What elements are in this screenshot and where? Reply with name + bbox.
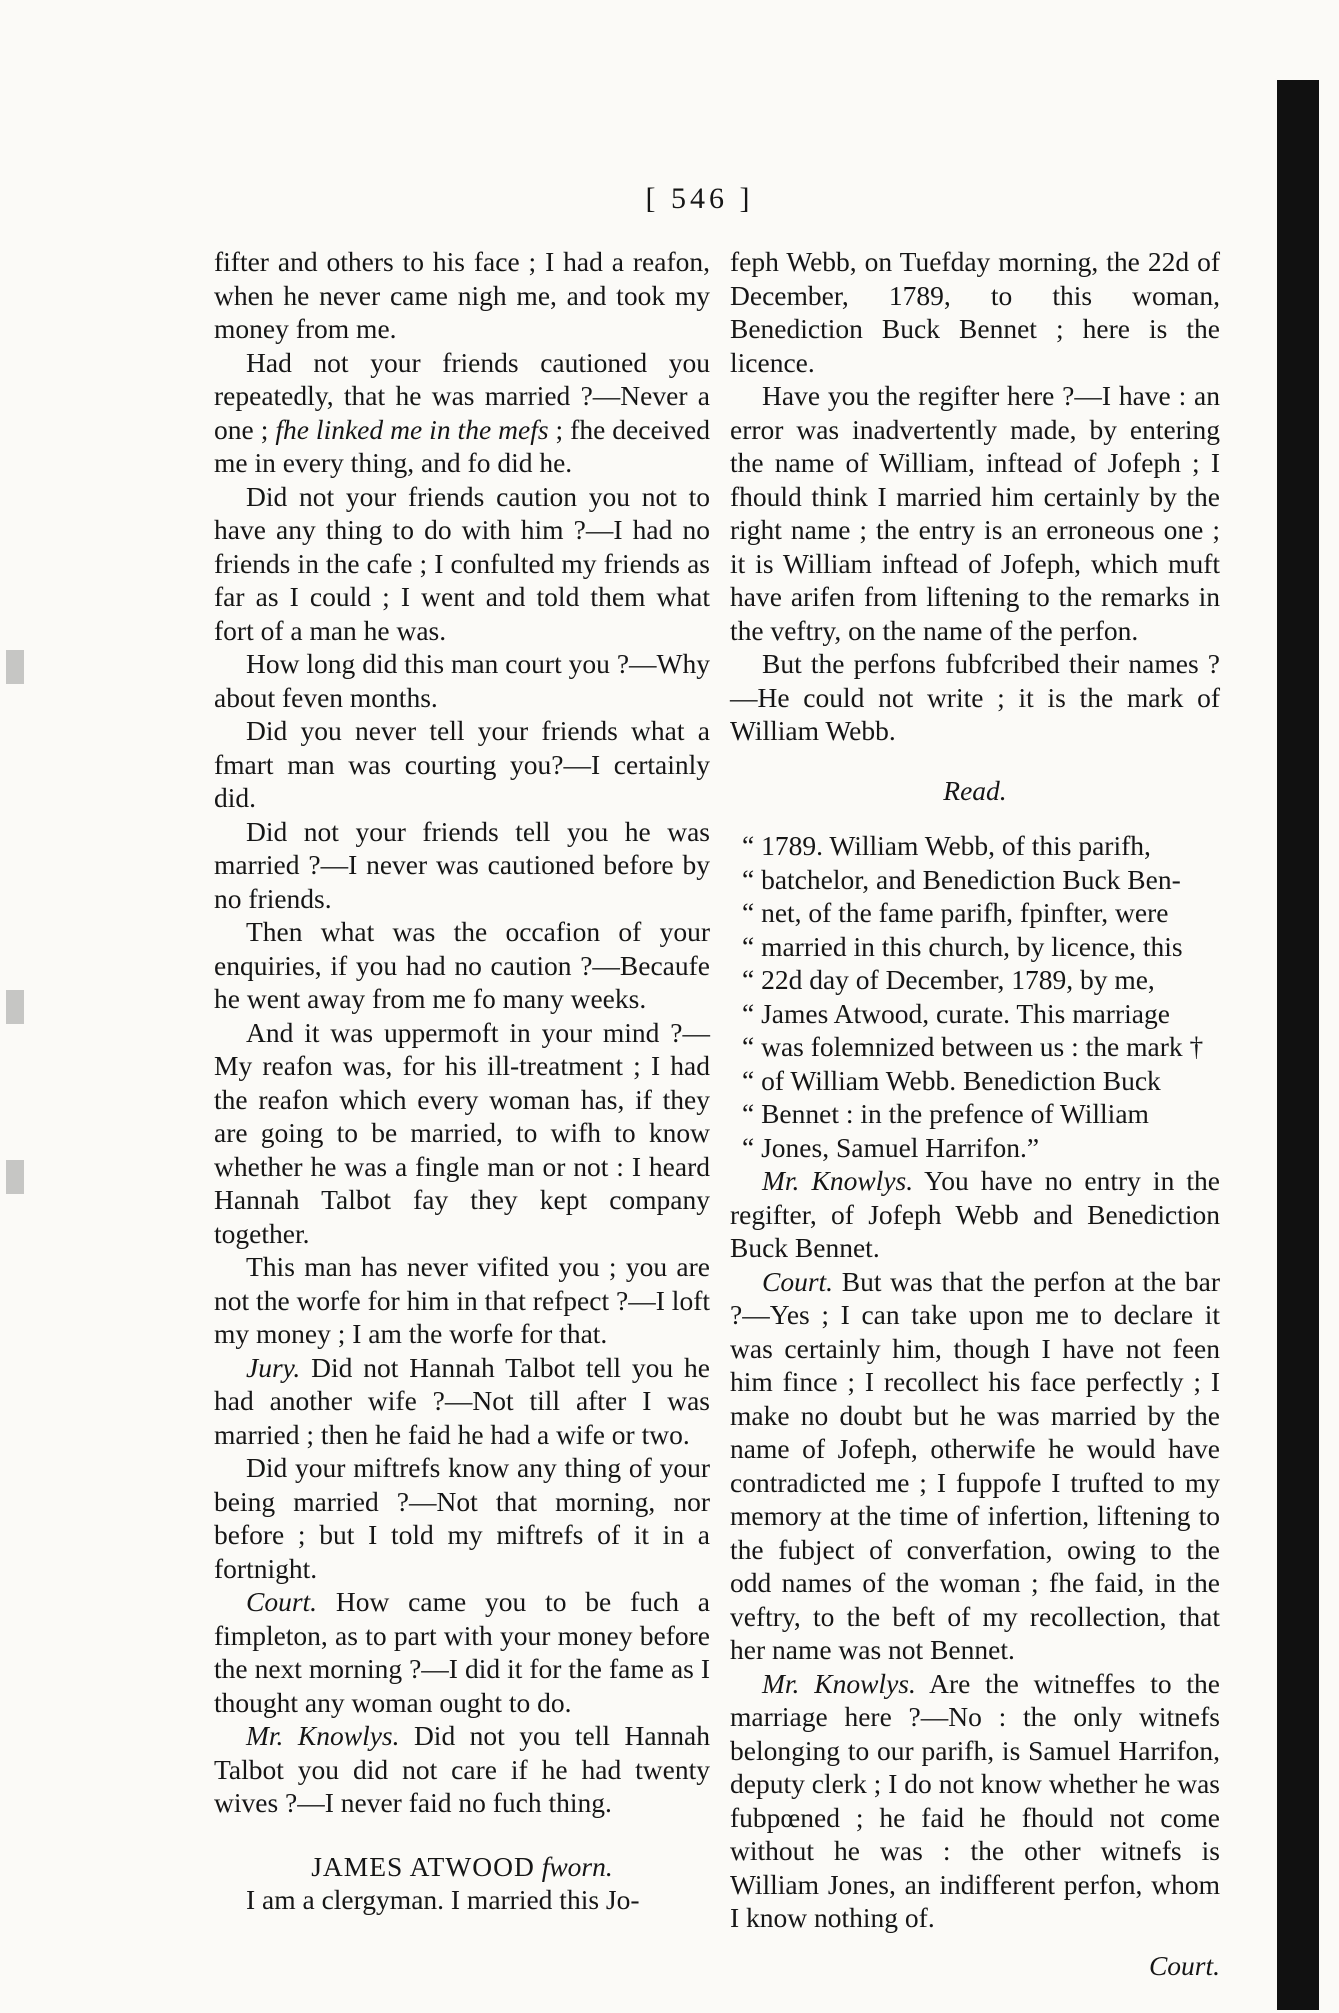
- right-paragraphs-top: [730, 245, 1220, 748]
- paragraph-text: Have you the regifter here ?—I have : an error was inadvertently made, by entering the name of William, inftead of Jofeph ; I fhould think I married him certainly by the right name ; the entry is an erroneous one ; it is William inftead of Jofeph, which muft have arifen from liftening to the remarks in the veftry, on the name of the perfon.: [730, 380, 1220, 646]
- register-record: [730, 829, 1220, 1164]
- paragraph: [730, 647, 1220, 748]
- paragraph-text: fifter and others to his face ; I had a reafon, when he never came nigh me, and took my money from me.: [214, 246, 710, 344]
- paragraph-text: Did your miftrefs know any thing of your being married ?—Not that morning, nor before ; but I told my miftrefs of it in a fortnight.: [214, 1452, 710, 1584]
- page-number: [ 546 ]: [645, 182, 754, 215]
- witness-sworn-heading: [214, 1850, 710, 1884]
- paragraph-text: This man has never vifited you ; you are not the worfe for him in that refpect ?—I loft my money ; I am the worfe for that.: [214, 1251, 710, 1349]
- record-line: “ 22d day of December, 1789, by me,: [742, 964, 1155, 995]
- paragraph: [730, 1667, 1220, 1935]
- paragraph-text: Did you never tell your friends what a fmart man was courting you?—I certainly did.: [214, 715, 710, 813]
- paragraph-text: But was that the perfon at the bar ?—Yes ; I can take upon me to declare it was certainly him, though I have not feen him fince ; I recollect his face perfectly ; I make no doubt but he was married by the name of Jofeph, otherwife he would have contradicted me ; I fuppofe I trufted to my memory at the time of infertion, liftening to the fubject of converfation, owing to the odd names of the woman ; fhe faid, in the veftry, to the beft of my recollection, that her name was not Bennet.: [730, 1265, 1220, 1665]
- speaker-label: Court.: [246, 1586, 318, 1617]
- paragraph: [730, 1164, 1220, 1265]
- paragraph: [730, 245, 1220, 379]
- speaker-label: Mr. Knowlys.: [762, 1165, 914, 1196]
- right-paragraphs-bottom: [730, 1164, 1220, 1935]
- paragraph: [214, 480, 710, 648]
- margin-mark: [6, 1160, 24, 1194]
- paragraph: [214, 1016, 710, 1251]
- paragraph-text: Had not your friends cautioned you repeatedly, that he was married ?—Never a one ;: [214, 346, 710, 445]
- paragraph: [214, 346, 710, 480]
- paragraph: [214, 815, 710, 916]
- paragraph-text: Then what was the occafion of your enquiries, if you had no caution ?—Becaufe he went away from me fo many weeks.: [214, 916, 710, 1014]
- speaker-label: Jury.: [246, 1351, 301, 1383]
- paragraph: [214, 714, 710, 815]
- record-line: “ batchelor, and Benediction Buck Ben-: [742, 863, 1181, 895]
- paragraph: [214, 1719, 710, 1820]
- paragraph: [214, 1250, 710, 1351]
- paragraph-text: But the perfons fubfcribed their names ?—He could not write ; it is the mark of William Webb.: [730, 648, 1220, 746]
- italic-phrase: fhe linked me in the mefs: [275, 413, 549, 445]
- paragraph: [214, 1585, 710, 1719]
- paragraph-text: How long did this man court you ?—Why about feven months.: [214, 648, 710, 713]
- paragraph-text: Did not you tell Hannah Talbot you did not care if he had twenty wives ?—I never faid no fuch thing.: [214, 1720, 711, 1818]
- speaker-label: Mr. Knowlys.: [246, 1720, 400, 1751]
- record-line: “ Bennet : in the prefence of William: [742, 1098, 1149, 1129]
- paragraph-text: feph Webb, on Tuefday morning, the 22d of December, 1789, to this woman, Benediction Buck Bennet ; here is the licence.: [730, 246, 1220, 378]
- paragraph: [214, 915, 710, 1016]
- paragraph-text: And it was uppermoft in your mind ?—My reafon was, for his ill-treatment ; I had the reafon which every woman has, if they are going to be married, to wifh to know whether he was a fingle man or not : I heard Hannah Talbot fay they kept company together.: [214, 1016, 710, 1249]
- record-line: “ was folemnized between us : the mark †: [742, 1031, 1204, 1062]
- record-line: “ married in this church, by licence, this: [742, 930, 1183, 962]
- paragraph-text-continued: ; fhe deceived me in every thing, and fo did he.: [214, 413, 711, 478]
- paragraph: [214, 1451, 710, 1585]
- left-column: [214, 245, 710, 1917]
- paragraph-text: Did not your friends caution you not to have any thing to do with him ?—I had no friends in the cafe ; I confulted my friends as far as I could ; I went and told them what fort of a man he was.: [214, 480, 710, 646]
- paragraph-text: Did not Hannah Talbot tell you he had another wife ?—Not till after I was married ; then he faid he had a wife or two.: [214, 1351, 710, 1450]
- paragraph: [730, 1265, 1220, 1667]
- speaker-label: Court.: [762, 1265, 834, 1297]
- scan-border: [1277, 80, 1319, 2010]
- record-line: “ Jones, Samuel Harrifon.”: [742, 1131, 1040, 1163]
- read-heading: Read.: [943, 774, 1007, 806]
- record-line: “ James Atwood, curate. This marriage: [742, 997, 1170, 1029]
- paragraph: [214, 1351, 710, 1452]
- margin-mark: [6, 990, 24, 1024]
- paragraph: [730, 379, 1220, 647]
- left-final-line: I am a clergyman. I married this Jo-: [246, 1884, 640, 1915]
- witness-name: JAMES ATWOOD: [311, 1850, 535, 1882]
- paragraph: [214, 245, 710, 346]
- paragraph-text: How came you to be fuch a fimpleton, as to part with your money before the next morning ?—I did it for the fame as I thought any woman ought to do.: [214, 1586, 710, 1718]
- speaker-label: Mr. Knowlys.: [762, 1667, 916, 1699]
- sworn-word: fworn.: [541, 1850, 613, 1882]
- paragraph-text: Did not your friends tell you he was married ?—I never was cautioned before by no friends.: [214, 815, 710, 914]
- paragraph-text: Are the witneffes to the marriage here ?—No : the only witnefs belonging to our parifh, is Samuel Harrifon, deputy clerk ; I do not know whether he was fubpœned ; he faid he fhould not come without he was : the other witnefs is William Jones, an indifferent perfon, whom I know nothing of.: [730, 1667, 1220, 1933]
- record-line: “ net, of the fame parifh, fpinfter, were: [742, 897, 1169, 928]
- right-column: [730, 245, 1220, 1982]
- record-line: “ 1789. William Webb, of this parifh,: [742, 830, 1151, 861]
- paragraph: [214, 647, 710, 714]
- left-paragraphs: [214, 245, 710, 1820]
- catchword: Court.: [1148, 1949, 1220, 1981]
- paragraph-text: You have no entry in the regifter, of Jofeph Webb and Benediction Buck Bennet.: [730, 1165, 1220, 1263]
- margin-mark: [6, 650, 24, 684]
- record-line: “ of William Webb. Benediction Buck: [742, 1064, 1161, 1096]
